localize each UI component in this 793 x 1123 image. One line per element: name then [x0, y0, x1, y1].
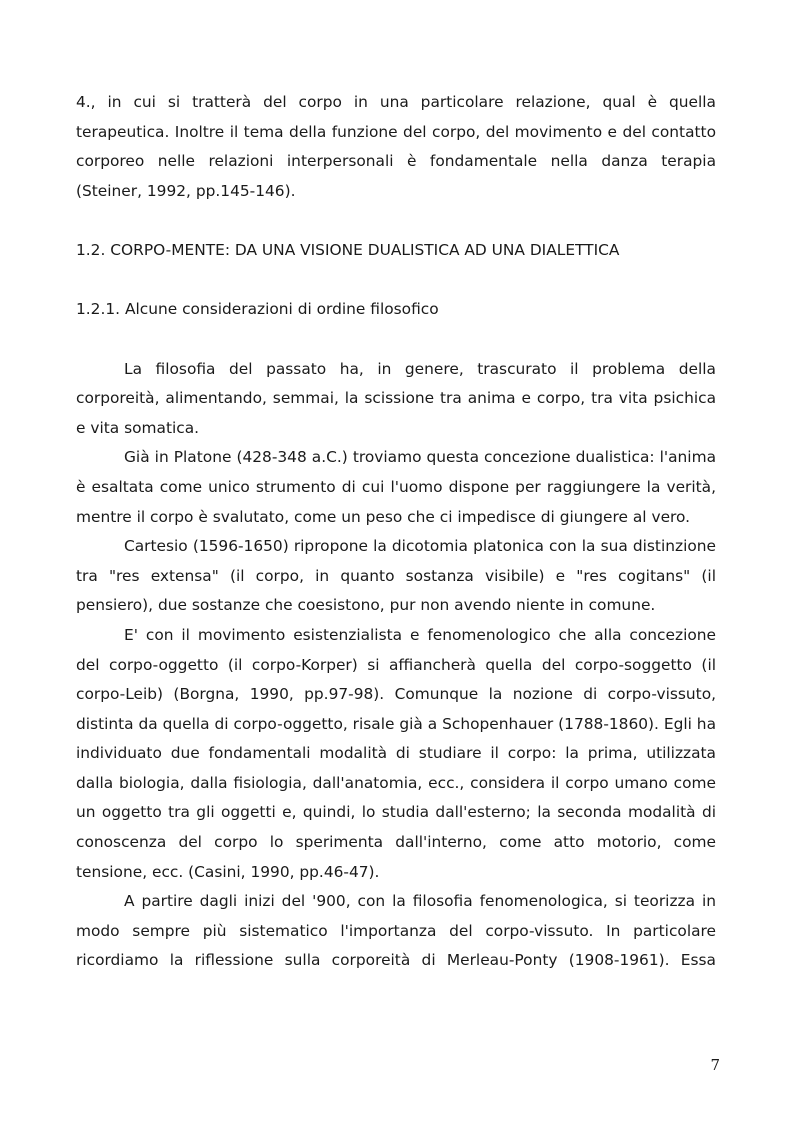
- paragraph-1: La filosofia del passato ha, in genere, trascurato il problema della corporeità, alimentando, semmai, la scissione tra anima e corpo, tra vita psichica e vita somatica.: [76, 359, 716, 437]
- document-page: [76, 88, 716, 976]
- paragraph-continued: 4., in cui si tratterà del corpo in una particolare relazione, qual è quella terapeutica. Inoltre il tema della funzione del corpo, del movimento e del contatto corporeo nelle relazioni interpersonali è fondamentale nella danza terapia (Steiner, 1992, pp.145-146).: [76, 93, 716, 200]
- section-heading: 1.2. CORPO-MENTE: DA UNA VISIONE DUALISTICA AD UNA DIALETTICA: [76, 241, 620, 260]
- paragraph-2: Già in Platone (428-348 a.C.) troviamo questa concezione dualistica: l'anima è esaltata come unico strumento di cui l'uomo dispone per raggiungere la verità, mentre il corpo è svalutato, come un peso che ci impedisce di giungere al vero.: [76, 448, 716, 526]
- paragraph-3: Cartesio (1596-1650) ripropone la dicotomia platonica con la sua distinzione tra "res extensa" (il corpo, in quanto sostanza visibile) e "res cogitans" (il pensiero), due sostanze che coesistono, pur non avendo niente in comune.: [76, 537, 716, 615]
- page-number: 7: [710, 1056, 720, 1074]
- spacer: [76, 206, 716, 236]
- paragraph-4: E' con il movimento esistenzialista e fenomenologico che alla concezione del corpo-oggetto (il corpo-Korper) si affiancherà quella del corpo-soggetto (il corpo-Leib) (Borgna, 1990, pp.97-98). Comunque la nozione di corpo-vissuto, distinta da quella di corpo-oggetto, risale già a Schopenhauer (1788-1860). Egli ha individuato due fondamentali modalità di studiare il corpo: la prima, utilizzata dalla biologia, dalla fisiologia, dall'anatomia, ecc., considera il corpo umano come un oggetto tra gli oggetti e, quindi, lo studia dall'esterno; la seconda modalità di conoscenza del corpo lo sperimenta dall'interno, come atto motorio, come tensione, ecc. (Casini, 1990, pp.46-47).: [76, 625, 716, 881]
- paragraph-5: A partire dagli inizi del '900, con la filosofia fenomenologica, si teorizza in modo sempre più sistematico l'importanza del corpo-vissuto. In particolare ricordiamo la riflessione sulla corporeità di Merleau-Ponty (1908-1961). Essa: [76, 892, 716, 970]
- subsection-heading: 1.2.1. Alcune considerazioni di ordine filosofico: [76, 299, 439, 318]
- spacer: [76, 325, 716, 355]
- spacer: [76, 266, 716, 295]
